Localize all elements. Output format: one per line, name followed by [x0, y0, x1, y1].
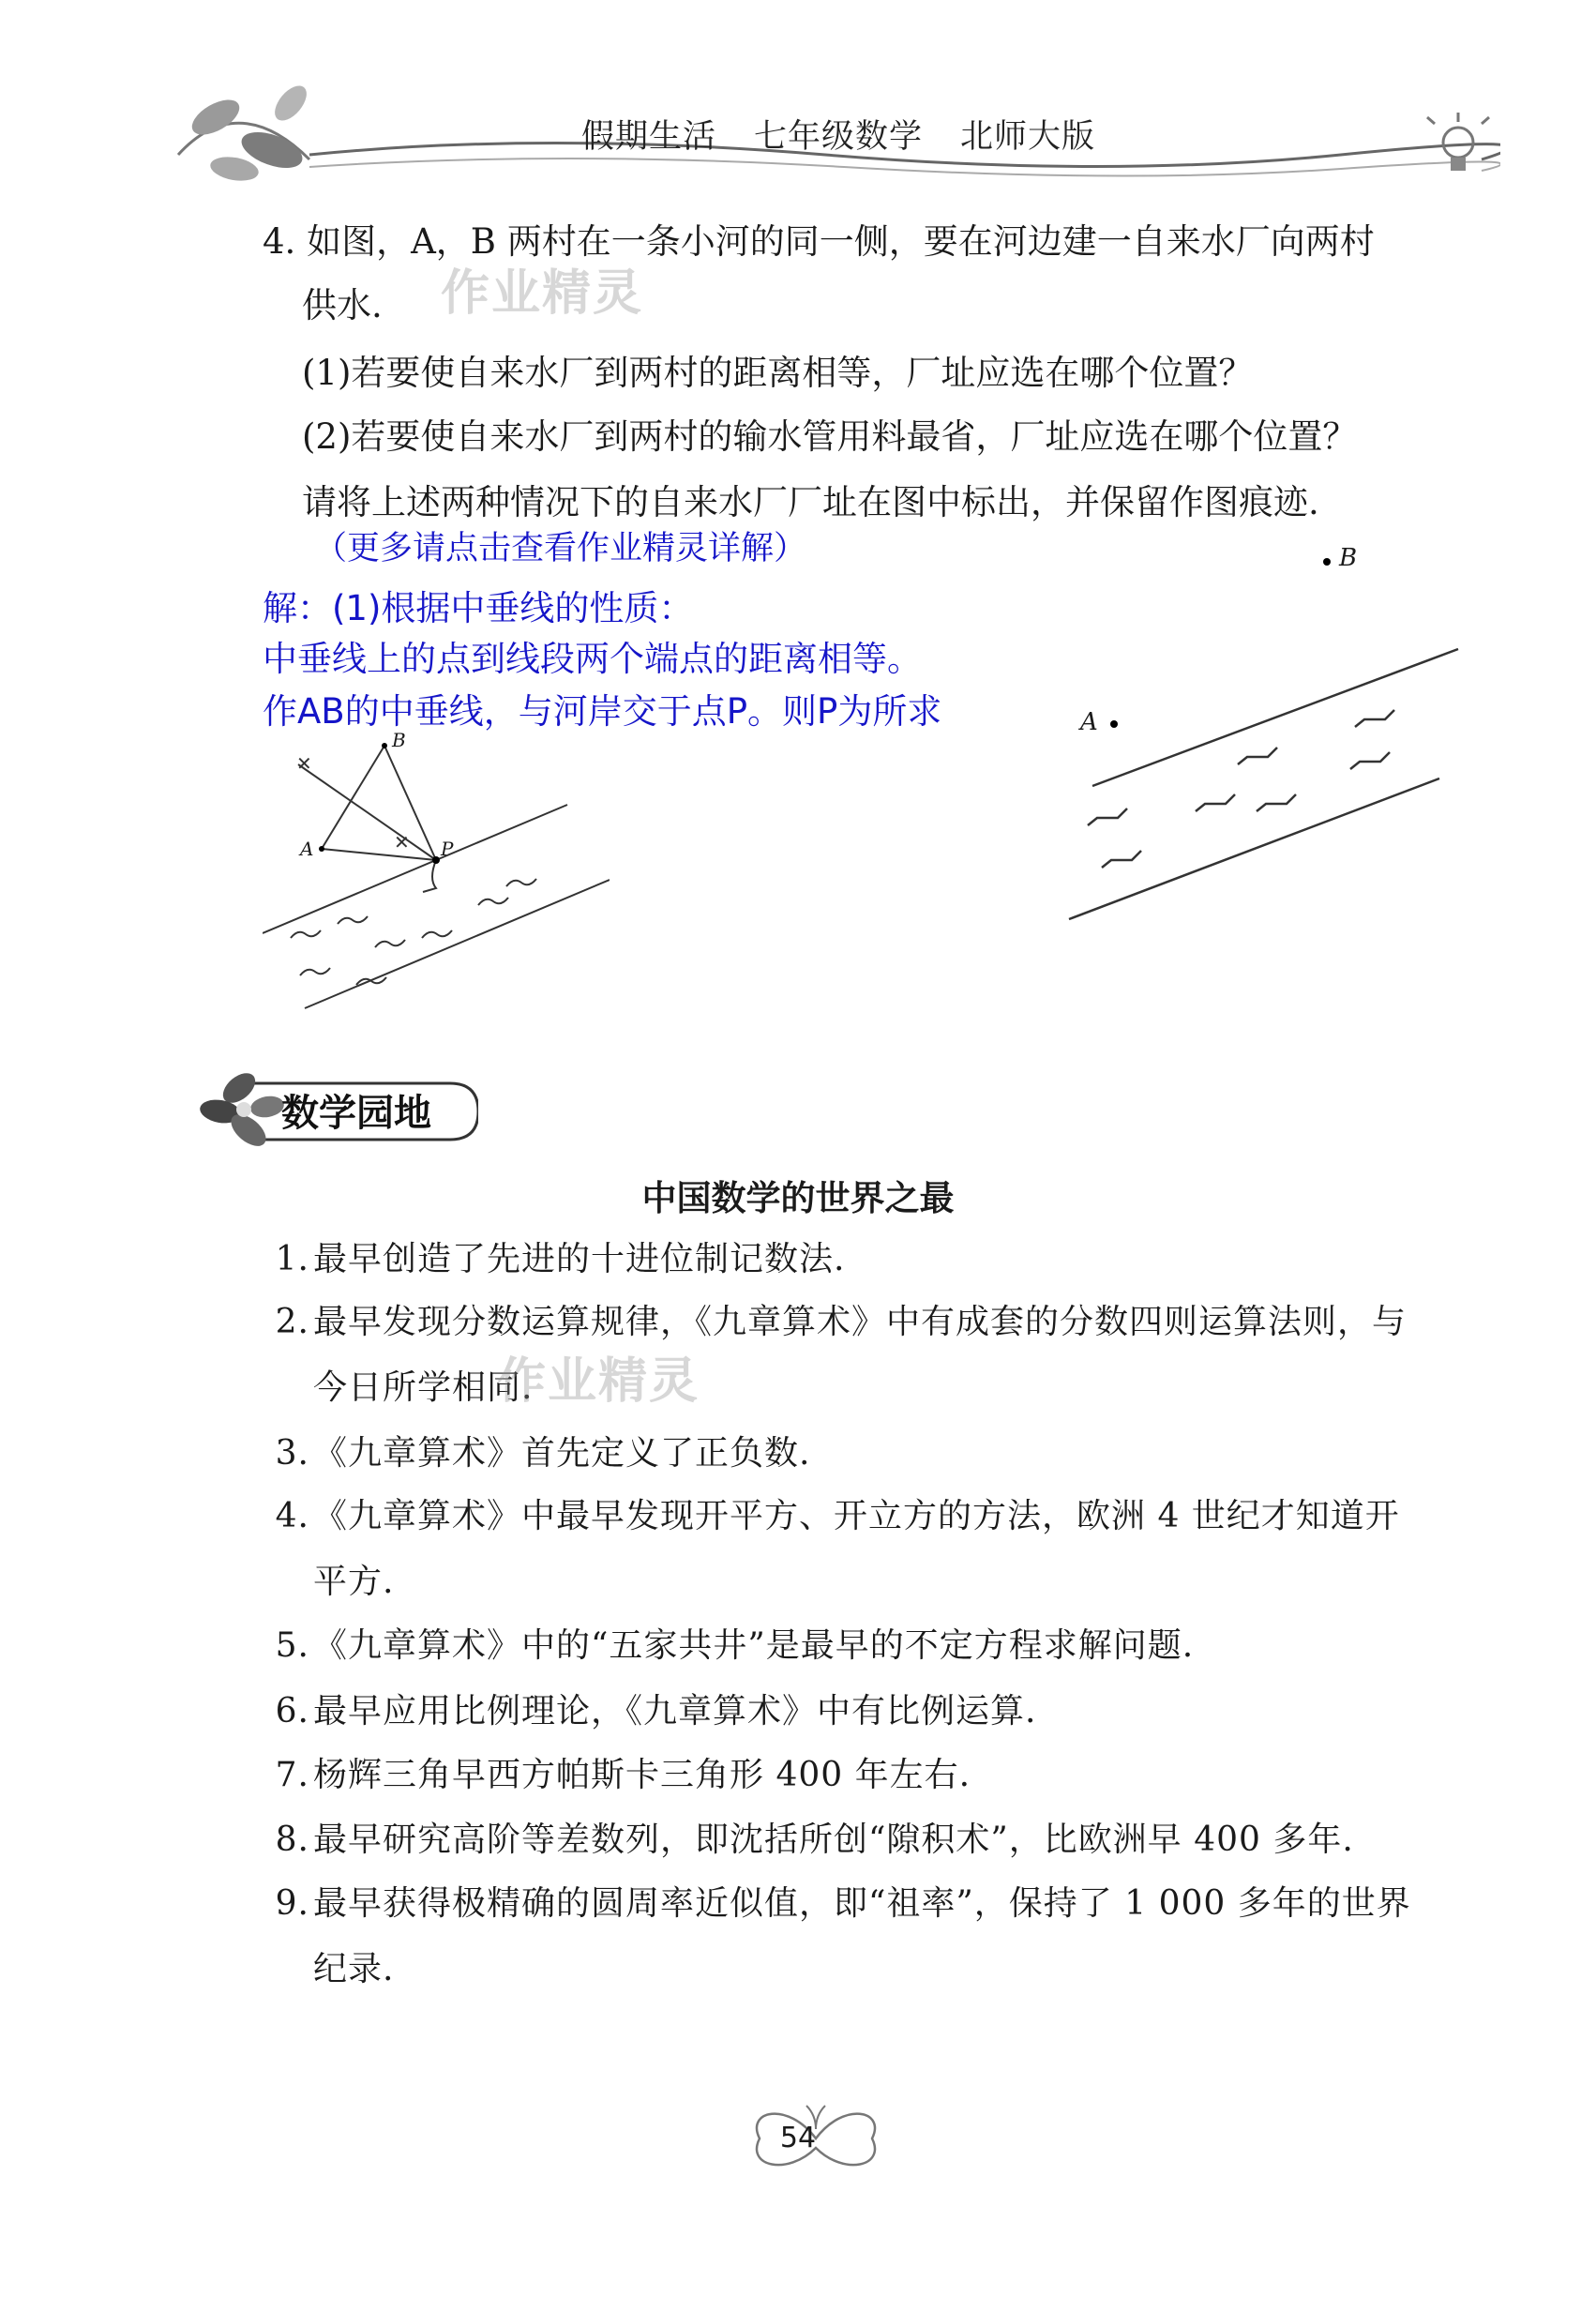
- item-text: 最早应用比例理论，《九章算术》中有比例运算.: [313, 1692, 1037, 1730]
- item-text: 最早研究高阶等差数列，即沈括所创“隙积术”，比欧洲早 400 多年.: [313, 1821, 1354, 1859]
- riverbank-line: [305, 880, 610, 1008]
- svg-text:✕: ✕: [394, 831, 410, 854]
- item-text: 最早创造了先进的十进位制记数法.: [313, 1240, 846, 1278]
- question-line: 4. 如图，A，B 两村在一条小河的同一侧，要在河边建一自来水厂向两村: [263, 221, 1375, 262]
- item-continuation: 平方.: [313, 1563, 395, 1601]
- list-item: [272, 1236, 845, 1283]
- item-continuation: 纪录.: [313, 1950, 395, 1988]
- list-item: [272, 1623, 1194, 1670]
- solution-line: 解：(1)根据中垂线的性质：: [263, 588, 694, 628]
- riverbank-line: [263, 805, 567, 933]
- item-number: 1.: [275, 1240, 309, 1278]
- page-number: 54: [779, 2122, 817, 2154]
- item-number: 5.: [275, 1626, 309, 1665]
- question-figure: [1041, 544, 1472, 938]
- solution-figure: [263, 729, 610, 1018]
- question-part: (2)若要使自来水厂到两村的输水管用料最省，厂址应选在哪个位置？: [302, 416, 1358, 457]
- header-part: 假期生活: [581, 118, 717, 156]
- list-item: [272, 1493, 1400, 1540]
- item-text: 最早获得极精确的圆周率近似值，即“祖率”，保持了 1 000 多年的世界: [313, 1884, 1411, 1923]
- question-line: 请将上述两种情况下的自来水厂厂址在图中标出，并保留作图痕迹.: [302, 482, 1319, 522]
- item-text: 《九章算术》首先定义了正负数.: [313, 1434, 811, 1473]
- item-number: 3.: [275, 1434, 309, 1473]
- more-details-link[interactable]: （更多请点击查看作业精灵详解）: [314, 530, 807, 567]
- list-item: [272, 1752, 971, 1799]
- point-label-p: P: [441, 838, 454, 860]
- header-part: 北师大版: [960, 118, 1096, 156]
- item-number: 7.: [275, 1756, 309, 1794]
- item-number: 8.: [275, 1821, 309, 1859]
- flower-icon: [198, 1067, 285, 1149]
- item-number: 6.: [275, 1692, 309, 1730]
- list-item: [272, 1881, 1411, 1927]
- point-label-b: B: [392, 729, 406, 751]
- question-line: 供水.: [302, 285, 383, 325]
- list-item: [272, 1688, 1036, 1735]
- riverbank-line: [1069, 778, 1439, 919]
- list-item: [272, 1430, 810, 1477]
- header-part: 七年级数学: [754, 118, 924, 156]
- item-text: 《九章算术》中最早发现开平方、开立方的方法，欧洲 4 世纪才知道开: [313, 1497, 1400, 1535]
- solution-line: 作AB的中垂线，与河岸交于点P。则P为所求: [263, 691, 942, 732]
- item-text: 《九章算术》中的“五家共井”是最早的不定方程求解问题.: [313, 1626, 1195, 1665]
- question-part: (1)若要使自来水厂到两村的距离相等，厂址应选在哪个位置？: [302, 353, 1254, 393]
- item-number: 9.: [275, 1884, 309, 1923]
- point-label-a: A: [1080, 708, 1098, 736]
- item-number: 4.: [275, 1497, 309, 1535]
- watermark: 作业精灵: [497, 1353, 700, 1410]
- point-label-b: B: [1339, 544, 1358, 572]
- watermark: 作业精灵: [441, 265, 644, 322]
- riverbank-line: [1092, 649, 1458, 786]
- point-label-a: A: [300, 838, 314, 860]
- item-continuation: 今日所学相同.: [313, 1368, 534, 1407]
- section-subtitle: 中国数学的世界之最: [641, 1178, 955, 1218]
- item-number: 2.: [275, 1303, 309, 1341]
- item-text: 最早发现分数运算规律，《九章算术》中有成套的分数四则运算法则，与: [313, 1303, 1408, 1341]
- svg-text:✕: ✕: [296, 752, 312, 775]
- header-title: [581, 111, 1133, 158]
- list-item: [272, 1817, 1354, 1864]
- solution-line: 中垂线上的点到线段两个端点的距离相等。: [263, 639, 922, 679]
- item-text: 杨辉三角早西方帕斯卡三角形 400 年左右.: [313, 1756, 971, 1794]
- list-item: [272, 1299, 1407, 1346]
- section-title: 数学园地: [281, 1092, 431, 1135]
